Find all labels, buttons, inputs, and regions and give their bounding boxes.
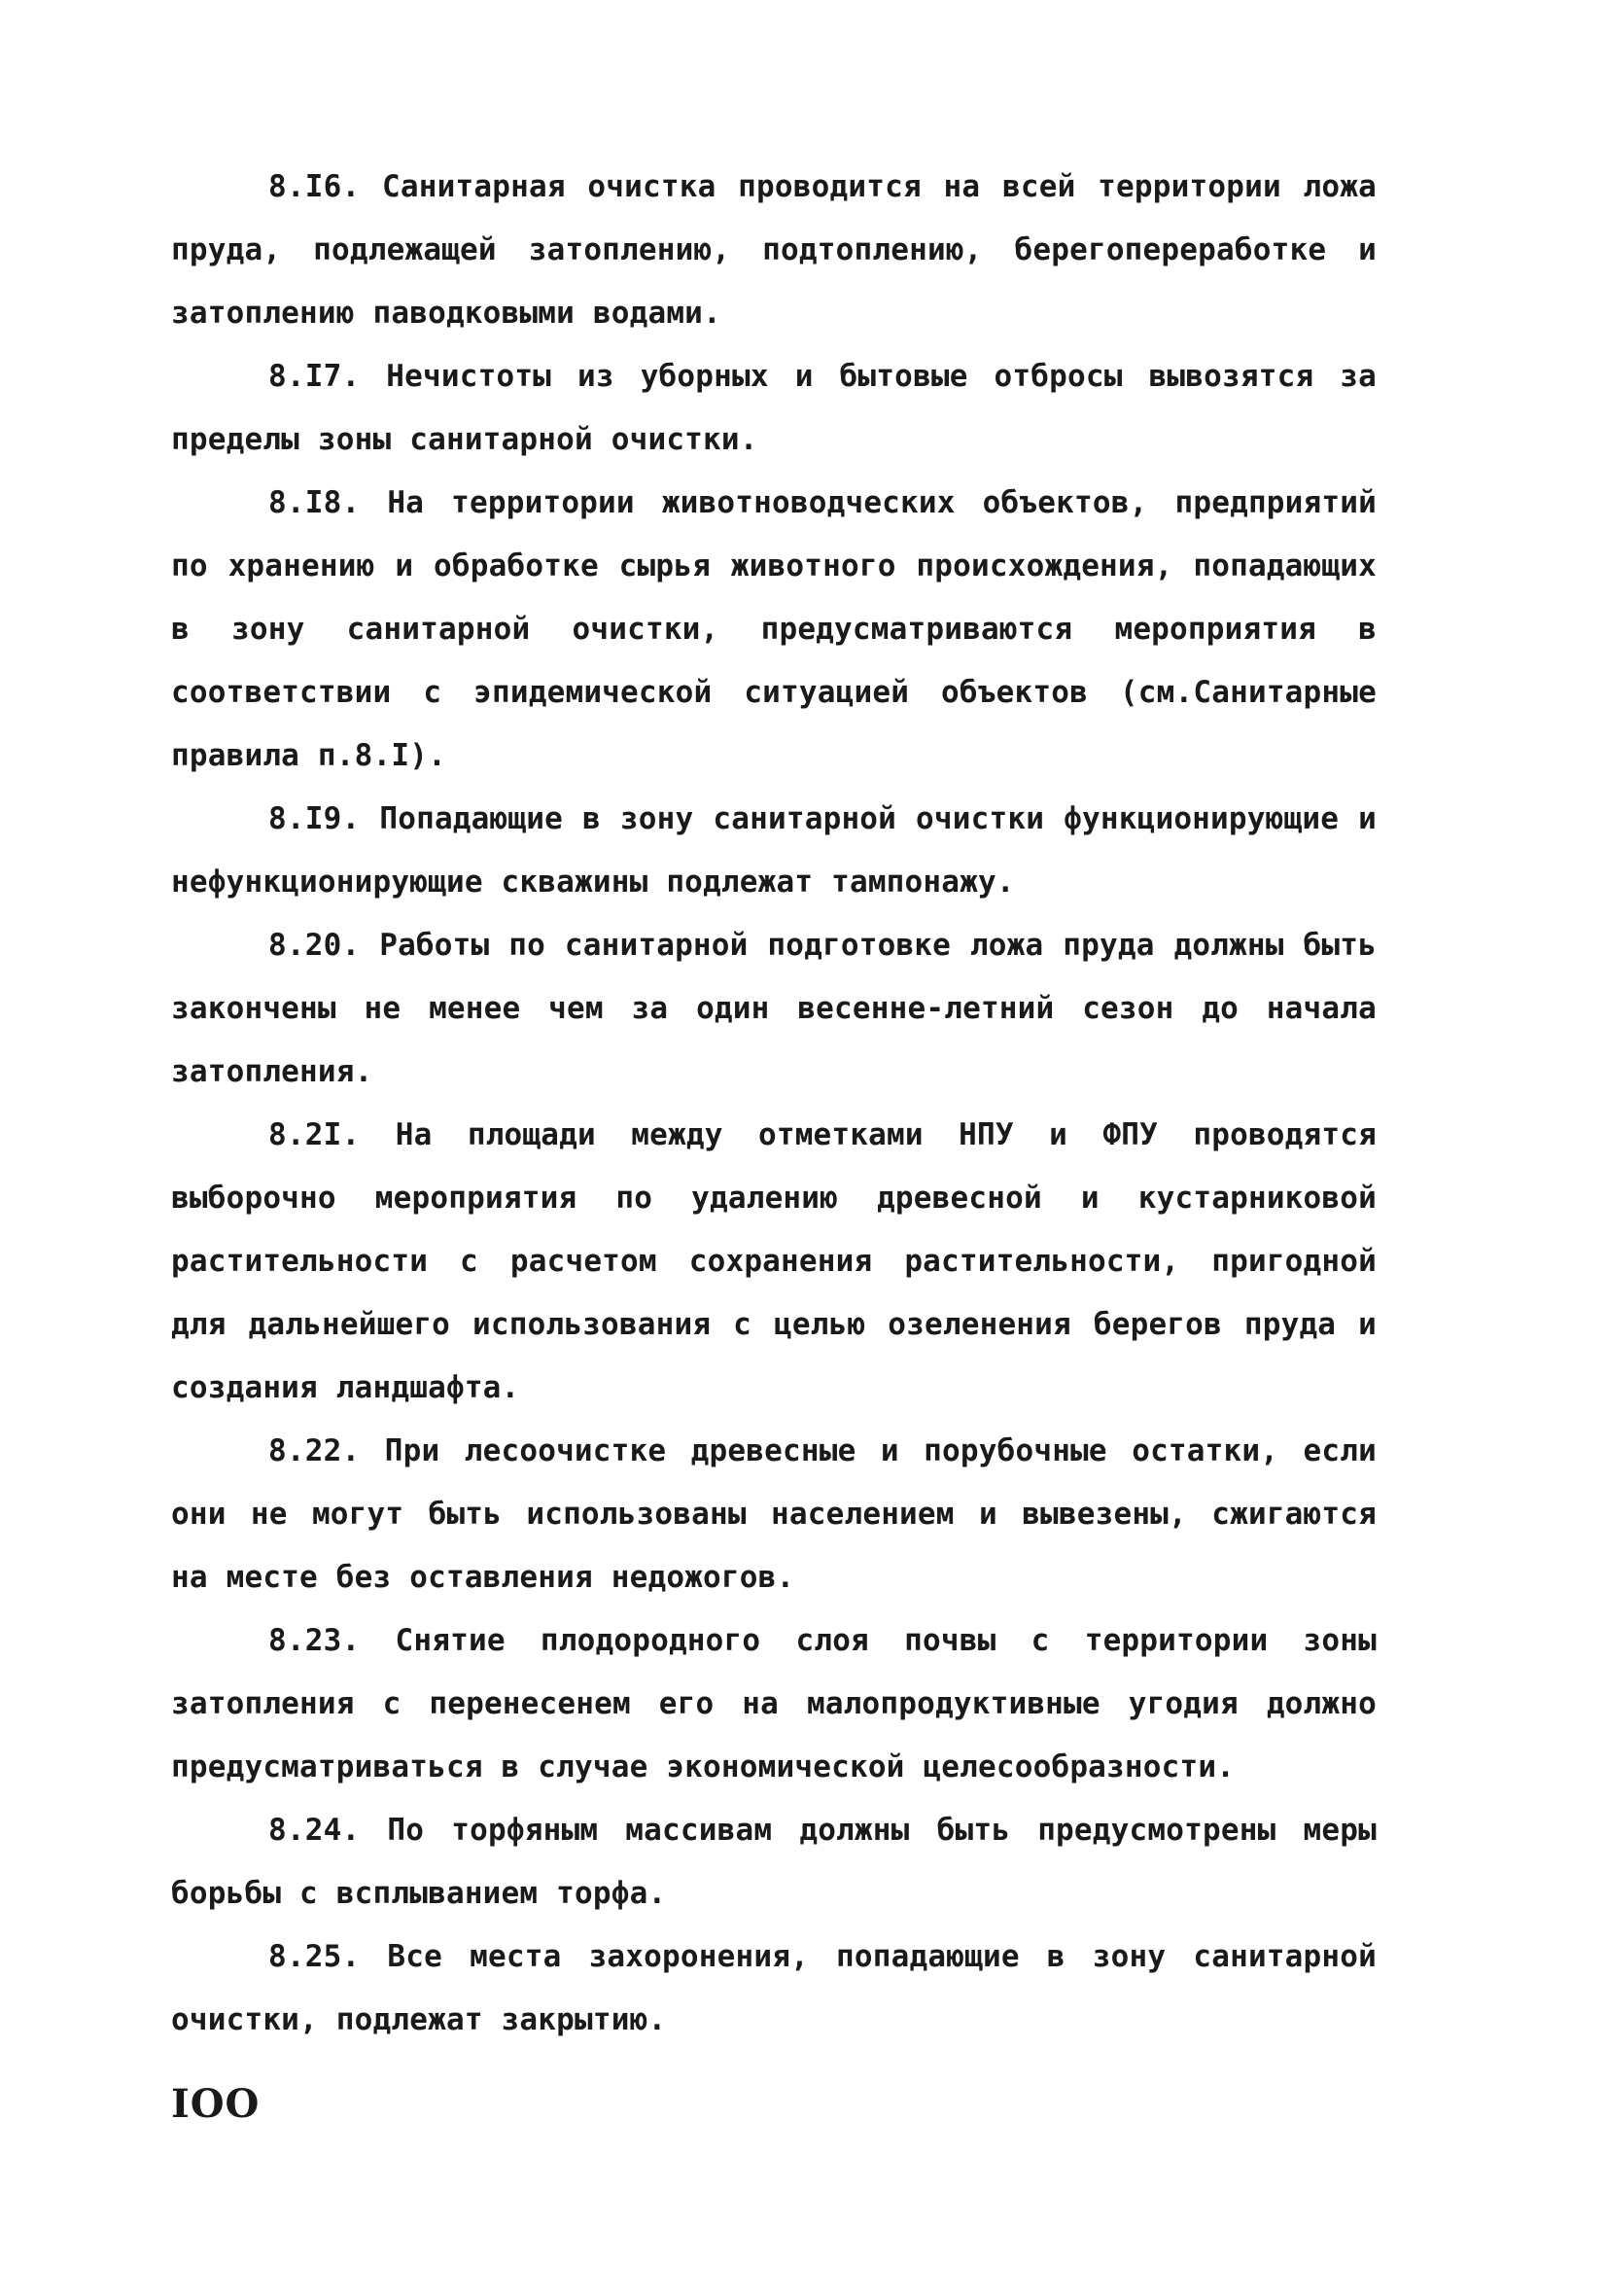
- paragraph-8-19: 8.I9. Попадающие в зону санитарной очистки функционирующие и нефункционирующие скважины подлежат тампонажу.: [171, 801, 1377, 900]
- paragraph-8-22: 8.22. При лесоочистке древесные и порубочные остатки, если они не могут быть использованы населением и вывезены, сжигаются на месте без оставления недожогов.: [171, 1433, 1377, 1595]
- text-column: [171, 156, 1377, 2052]
- paragraph-8-17: 8.I7. Нечистоты из уборных и бытовые отбросы вывозятся за пределы зоны санитарной очистки.: [171, 359, 1377, 457]
- paragraph-8-20: 8.20. Работы по санитарной подготовке ложа пруда должны быть закончены не менее чем за один весенне-летний сезон до начала затопления.: [171, 928, 1377, 1089]
- paragraph-8-23: 8.23. Снятие плодородного слоя почвы с территории зоны затопления с перенесенем его на малопродуктивные угодия должно предусматриваться в случае экономической целесообразности.: [171, 1623, 1377, 1784]
- paragraph-8-24: 8.24. По торфяным массивам должны быть предусмотрены меры борьбы с всплыванием торфа.: [171, 1813, 1377, 1911]
- paragraph-8-25: 8.25. Все места захоронения, попадающие в зону санитарной очистки, подлежат закрытию.: [171, 1939, 1377, 2037]
- paragraph-8-18: 8.I8. На территории животноводческих объектов, предприятий по хранению и обработке сырья животного происхождения, попадающих в зону санитарной очистки, предусматриваются мероприятия в соответствии с эпидемической ситуацией объектов (см.Санитарные правила п.8.I).: [171, 485, 1377, 773]
- paragraph-8-21: 8.2I. На площади между отметками НПУ и ФПУ проводятся выборочно мероприятия по удалению древесной и кустарниковой растительности с расчетом сохранения растительности, пригодной для дальнейшего использования с целью озеленения берегов пруда и создания ландшафта.: [171, 1117, 1377, 1405]
- paragraph-8-16: 8.I6. Санитарная очистка проводится на всей территории ложа пруда, подлежащей затоплению, подтоплению, берегопереработке и затоплению паводковыми водами.: [171, 169, 1377, 331]
- page-number: IOO: [171, 2081, 261, 2127]
